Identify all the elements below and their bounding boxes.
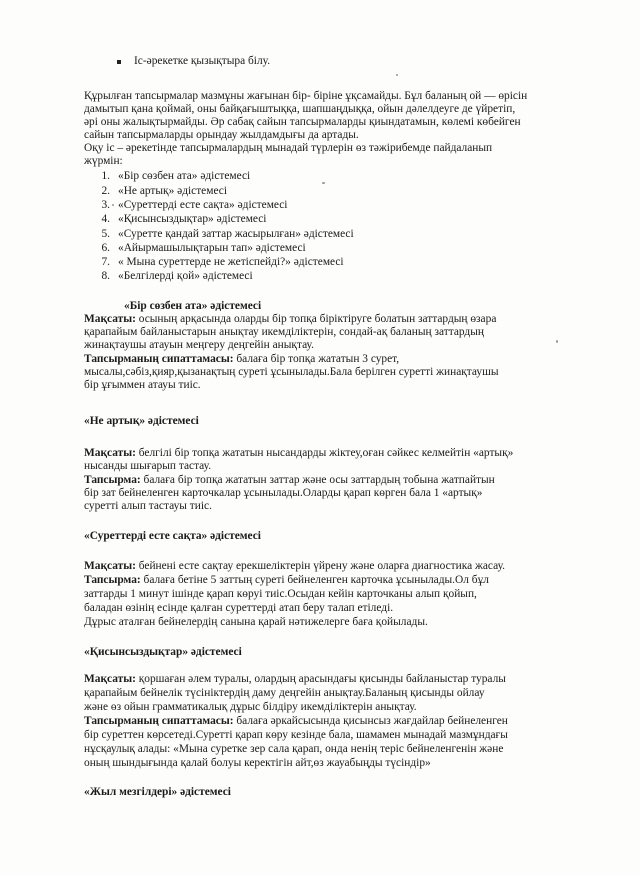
bullet-icon bbox=[117, 60, 121, 64]
section-heading: «Бір сөзбен ата» әдістемесі bbox=[124, 300, 262, 312]
intro-line: дамытып қана қоймай, оны байқағыштыққа, шапшаңдыққа, ойын дәлелдеуге де үйретіп, bbox=[84, 103, 516, 115]
section-text: және өз ойын грамматикалық дұрыс білдіру икемділіктерін анықтау. bbox=[84, 701, 417, 713]
method-list-item: 5. «Суретте қандай заттар жасырылған» әдістемесі bbox=[101, 228, 354, 240]
section-text: қарапайым байланыстарын анықтау икемділіктерін, сондай-ақ баланың заттардың bbox=[84, 326, 484, 338]
section-text: бір ұғыммен атауы тиіс. bbox=[84, 379, 201, 391]
section-text: бір зат бейнеленген карточкалар ұсынылады.Оларды қарап көрген бала 1 «артық» bbox=[84, 487, 483, 499]
intro-line: Оқу іс – әрекетінде тапсырмалардың мынадай түрлерін өз тәжірибемде пайдаланып bbox=[84, 142, 493, 154]
section-text: суретті алып тастауы тиіс. bbox=[84, 500, 212, 512]
section-text: Тапсырманың сипаттамасы: балаға бір топқа жататын 3 сурет, bbox=[84, 353, 400, 365]
section-text: Тапсырманың сипаттамасы: балаға әркайсысында қисынсыз жағдайлар бейнеленген bbox=[84, 715, 508, 727]
section-text: нысанды шығарып тастау. bbox=[84, 460, 212, 472]
method-list-item: 6. «Айырмашылықтарын тап» әдістемесі bbox=[101, 242, 306, 254]
section-text: оның шындығында қалай болуы керектігін айт,өз жауабыңды түсіндір» bbox=[84, 757, 431, 769]
section-text: Тапсырма: балаға бетіне 5 заттың суреті бейнеленген карточка ұсынылады.Ол бұл bbox=[84, 574, 489, 586]
section-text: баладан өзінің есінде қалған суреттерді атап беру талап етіледі. bbox=[84, 602, 394, 614]
method-list-item: 3. «Суреттерді есте сақта» әдістемесі bbox=[101, 199, 288, 211]
bullet-text: Іс-әрекетке қызықтыра білу. bbox=[134, 55, 271, 67]
section-text: нұсқаулық алады: «Мына суретке зер сала қарап, онда ненің теріс бейнеленгенін және bbox=[84, 743, 504, 755]
section-text: Тапсырма: балаға бір топқа жататын заттар және осы заттардың тобына жатпайтын bbox=[84, 474, 495, 486]
section-text: мысалы,сәбіз,қияр,қызанақтың суреті ұсынылады.Бала берілген суретті жинақтаушы bbox=[84, 366, 499, 378]
section-text: қарапайым бейнелік түсініктердің даму деңгейін анықтау.Баланың қисынды ойлау bbox=[84, 687, 485, 699]
intro-line: жүрмін: bbox=[84, 155, 123, 167]
method-list-item: 4. «Қисынсыздықтар» әдістемесі bbox=[101, 213, 267, 225]
scan-speck bbox=[396, 74, 398, 76]
section-heading: «Жыл мезгілдері» әдістемесі bbox=[84, 786, 231, 798]
section-text: Дұрыс аталған бейнелердің санына қарай нәтижелерге баға қойылады. bbox=[84, 616, 428, 628]
scan-speck bbox=[322, 182, 325, 184]
section-heading: «Не артық» әдістемесі bbox=[84, 415, 199, 427]
method-list-item: 8. «Белгілерді қой» әдістемесі bbox=[101, 270, 253, 282]
section-text: бір суреттен көрсетеді.Суретті қарап көру кезінде бала, шамамен мынадай мазмұндағы bbox=[84, 729, 508, 741]
section-text: жинақтаушы атауын меңгеру деңгейін анықтау. bbox=[84, 339, 314, 351]
section-text: заттарды 1 минут ішінде қарап көруі тиіс.Осыдан кейін карточканы алып қойып, bbox=[84, 588, 477, 600]
section-text: Мақсаты: бейнені есте сақтау ерекшеліктерін үйрену және оларға диагностика жасау. bbox=[84, 560, 505, 572]
method-list-item: 7. « Мына суреттерде не жетіспейді?» әдістемесі bbox=[101, 256, 344, 268]
section-text: Мақсаты: белгілі бір топқа жататын нысандарды жіктеу,оған сәйкес келмейтін «артық» bbox=[84, 447, 514, 459]
section-heading: «Суреттерді есте сақта» әдістемесі bbox=[84, 530, 261, 542]
method-list-item: 2. «Не артық» әдістемесі bbox=[101, 185, 228, 197]
method-list-item: 1. «Бір сөзбен ата» әдістемесі bbox=[101, 170, 251, 182]
scan-speck bbox=[112, 204, 114, 206]
intro-line: Құрылған тапсырмалар мазмұны жағынан бір- біріне ұқсамайды. Бұл баланың ой — өрісін bbox=[84, 90, 528, 102]
scan-speck bbox=[556, 340, 558, 343]
intro-line: сайын тапсырмаларды орындау жылдамдығы да артады. bbox=[84, 129, 359, 141]
section-text: Мақсаты: осының арқасында оларды бір топқа біріктіруге болатын заттардың өзара bbox=[84, 313, 497, 325]
section-text: Мақсаты: қоршаған әлем туралы, олардың арасындағы қисынды байланыстар туралы bbox=[84, 673, 506, 685]
section-heading: «Қисынсыздықтар» әдістемесі bbox=[84, 646, 242, 658]
intro-line: әрі оны жалықтырмайды. Әр сабақ сайын тапсырмаларды қиындатамын, көлемі көбейген bbox=[84, 116, 521, 128]
